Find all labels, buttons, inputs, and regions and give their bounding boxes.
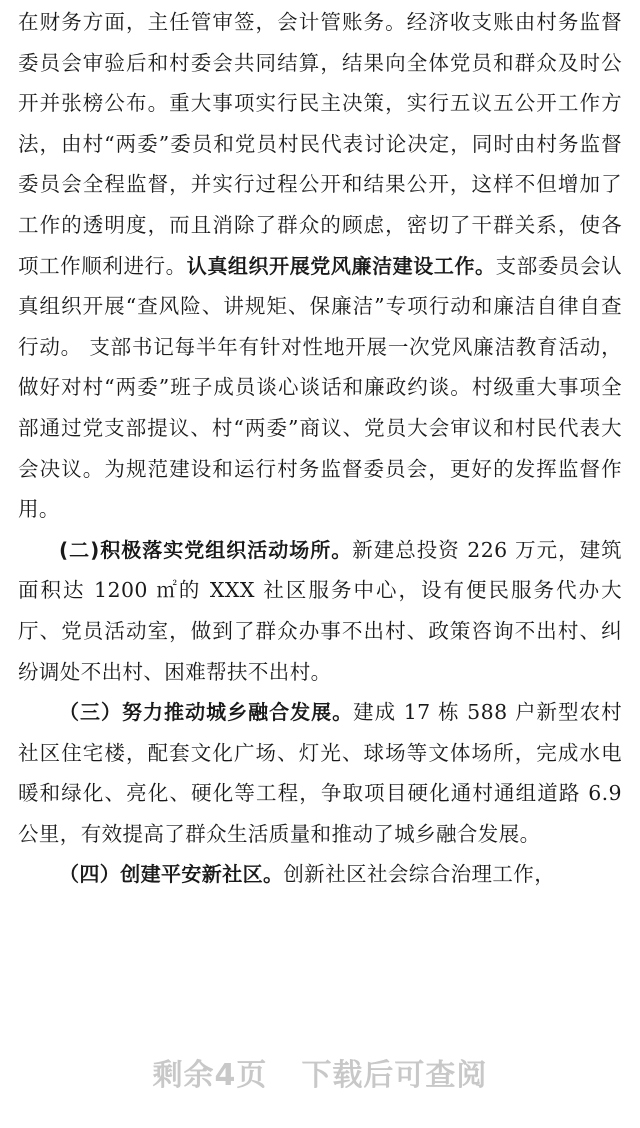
paragraph-text: 支部委员会认真组织开展“查风险、讲规矩、保廉洁”专项行动和廉洁自律自查行动。 支部书记每半年有针对性地开展一次党风廉洁教育活动，做好对村“两委”班子成员谈心谈话和廉政约谈。村级重大事项全部通过党支部提议、村“两委”商议、党员大会审议和村民代表大会决议。为规范建设和运行村务监督委员会，更好的发挥监督作用。 [18,253,623,522]
paragraph-safe-community [18,854,622,895]
paragraph-text: 在财务方面，主任管审签，会计管账务。经济收支账由村务监督委员会审验后和村委会共同结算，结果向全体党员和群众及时公开并张榜公布。重大事项实行民主决策，实行五议五公开工作方法，由村“两委”委员和党员村民代表讨论决定，同时由村务监督委员会全程监督，并实行过程公开和结果公开，这样不但增加了工作的透明度，而且消除了群众的顾虑，密切了干群关系，使各项工作顺利进行。 [18,10,622,278]
heading-integrity-work: 认真组织开展党风廉洁建设工作。 [186,253,496,278]
paragraph-urban-rural [18,692,622,854]
paragraph-activity-venue [18,530,622,692]
document-body [18,2,622,895]
paragraph-finance [18,2,622,530]
remaining-pages-label: 剩余4页 [152,1058,268,1093]
section-heading-2: (二)积极落实党组织活动场所。 [59,537,353,562]
paragraph-text: 新建总投资 226 万元，建筑面积达 1200 ㎡的 XXX 社区服务中心，设有便民服务代办大厅、党员活动室，做到了群众办事不出村、政策咨询不出村、纠纷调处不出村、困难帮扶不出村。 [18,537,623,684]
paragraph-text: 建成 17 栋 588 户新型农村社区住宅楼，配套文化广场、灯光、球场等文体场所，完成水电暖和绿化、亮化、硬化等工程，争取项目硬化通村通组道路 6.9 公里，有效提高了群众生活质量和推动了城乡融合发展。 [18,700,622,846]
paragraph-text: 创新社区社会综合治理工作， [283,862,556,887]
download-prompt[interactable] [0,1050,640,1094]
download-hint-label: 下载后可查阅 [301,1058,488,1093]
section-heading-4: （四）创建平安新社区。 [59,862,284,887]
section-heading-3: （三）努力推动城乡融合发展。 [59,700,354,725]
